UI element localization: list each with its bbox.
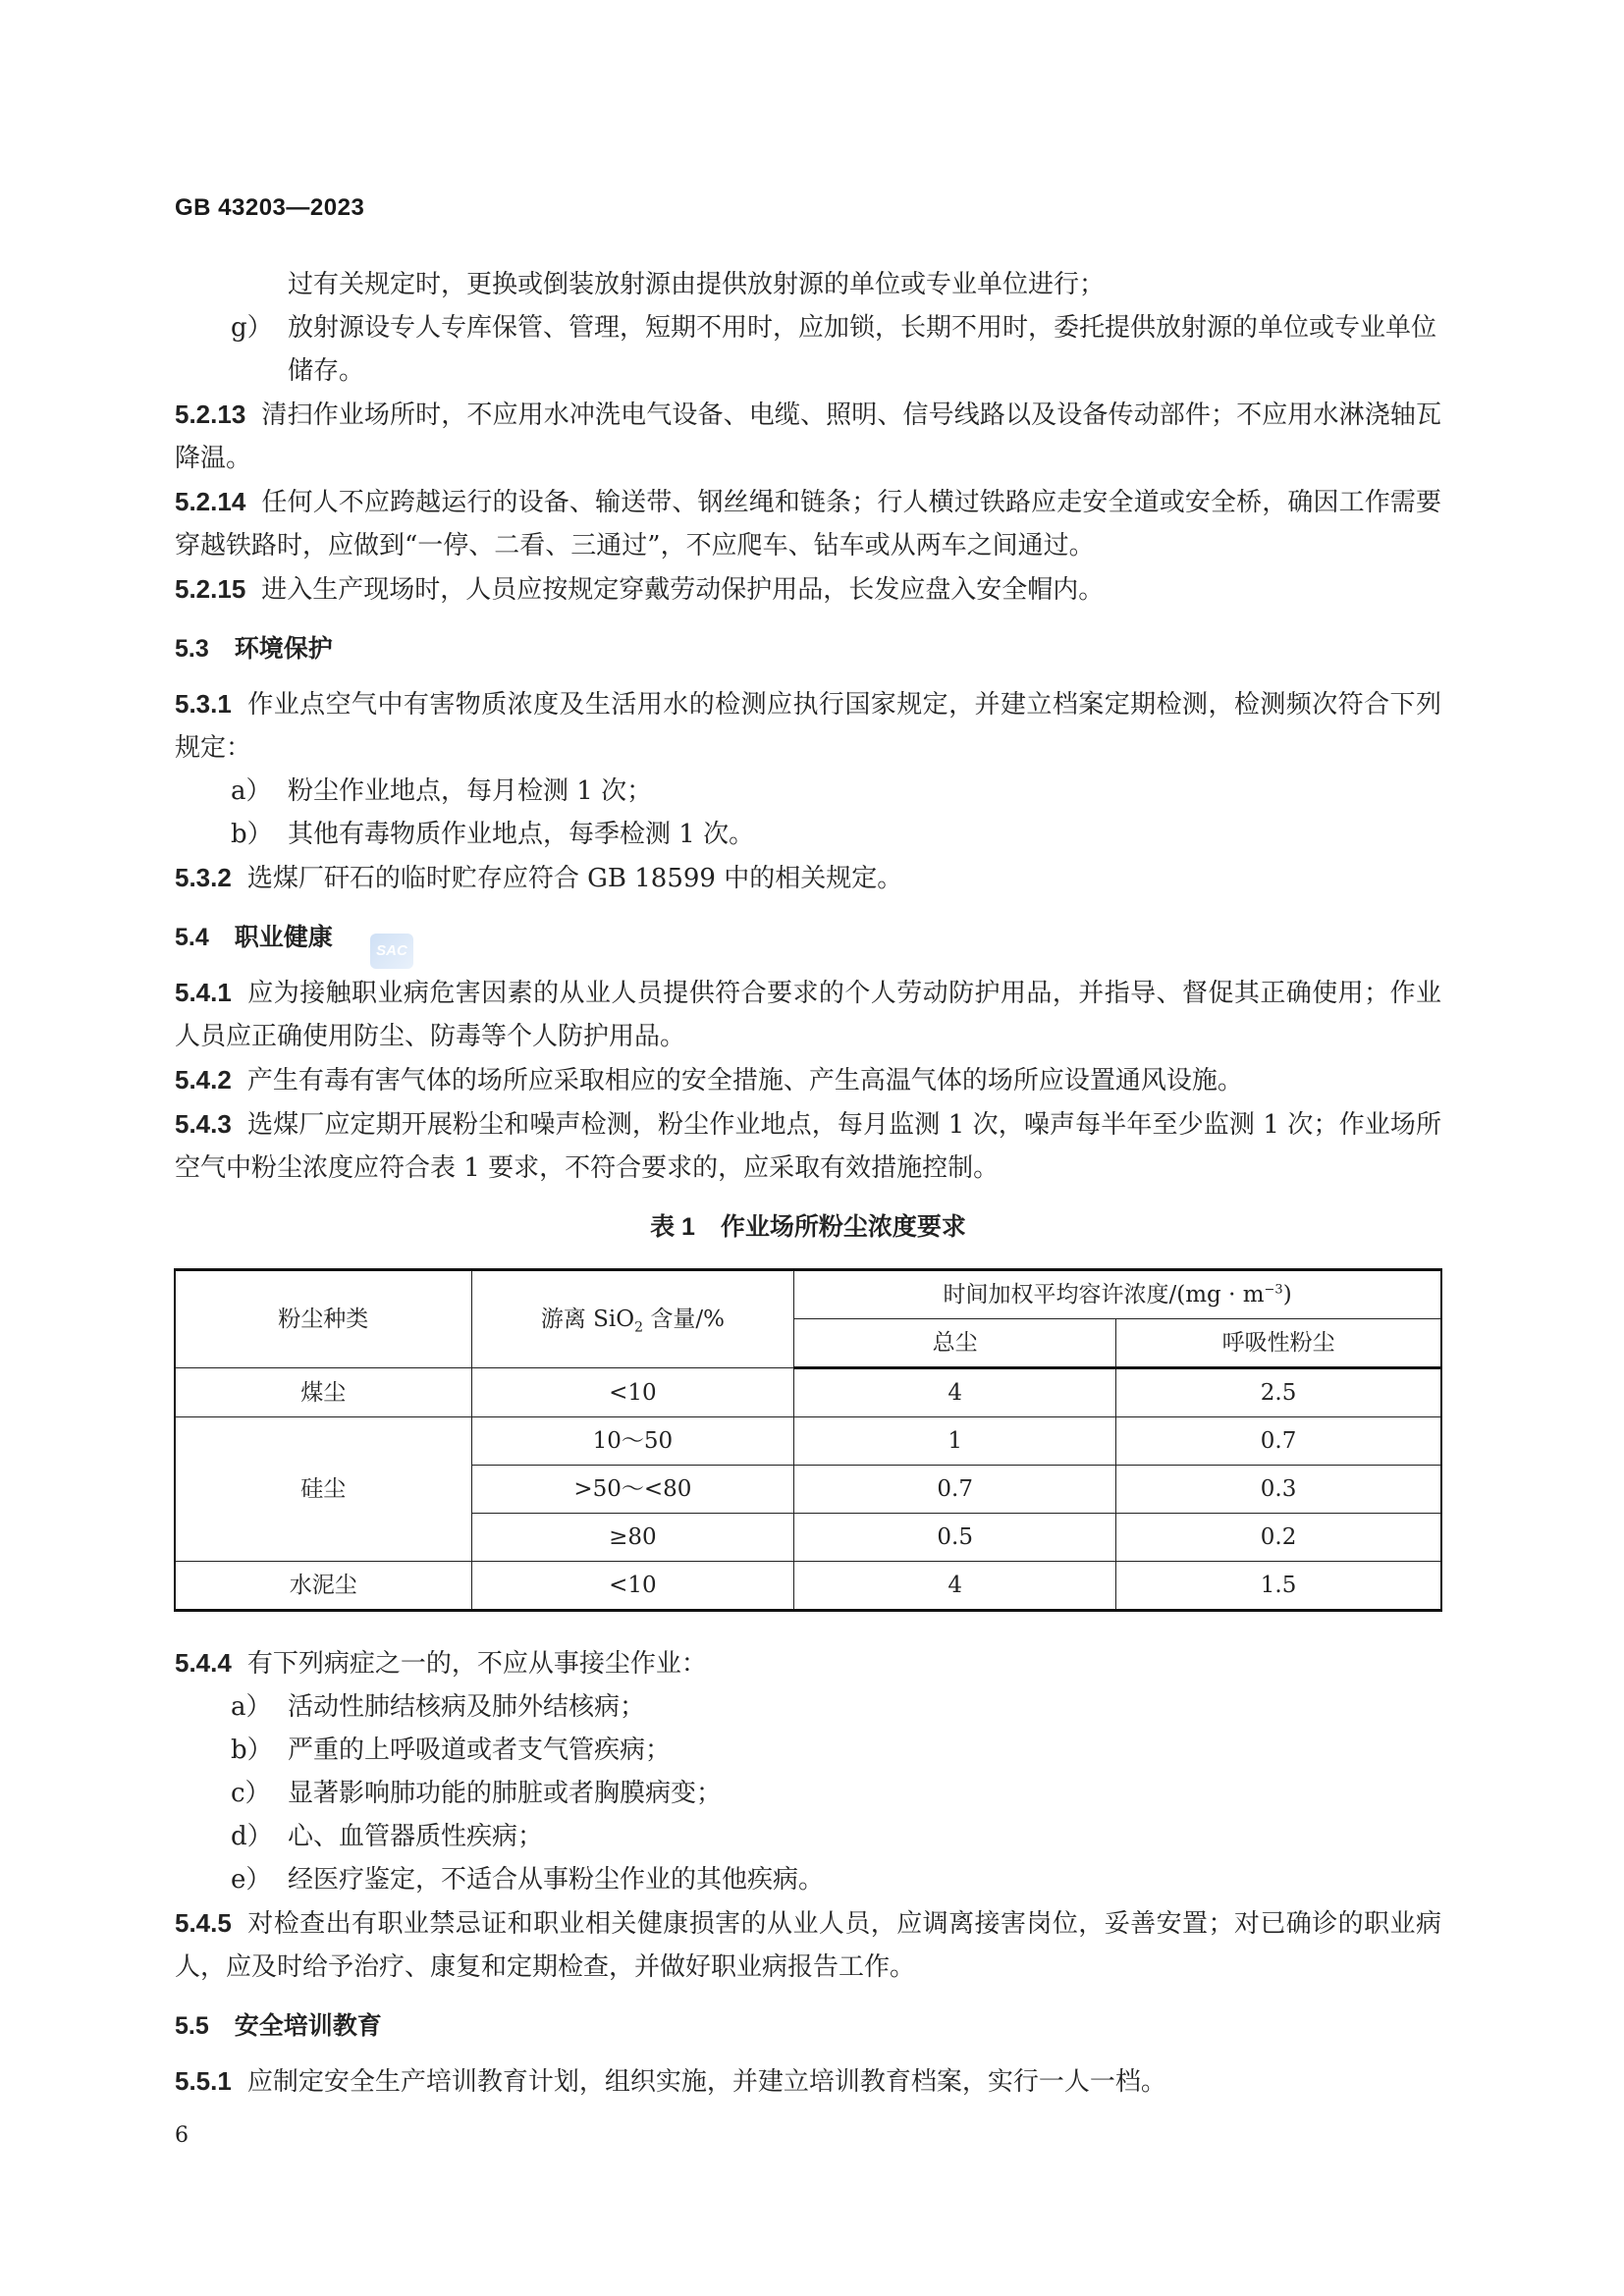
section-number: 5.3 — [175, 635, 209, 663]
cell-total: 0.5 — [794, 1514, 1116, 1562]
cell-sio2: >50～<80 — [471, 1466, 794, 1514]
document-code: GB 43203—2023 — [175, 194, 365, 221]
table-title: 作业场所粉尘浓度要求 — [720, 1213, 966, 1241]
list-text: 其他有毒物质作业地点，每季检测 1 次。 — [288, 820, 755, 849]
list-label: e） — [231, 1865, 272, 1895]
header-twa-superscript: −3 — [1264, 1282, 1283, 1298]
list-item — [175, 813, 1441, 856]
header-sio2-prefix: 游离 SiO — [540, 1307, 635, 1332]
header-twa-concentration — [794, 1270, 1441, 1319]
cell-total: 1 — [794, 1417, 1116, 1466]
cell-sio2: 10～50 — [471, 1417, 794, 1466]
list-item-g — [175, 306, 1441, 393]
clause-5-3-2 — [175, 856, 1441, 900]
list-text: 经医疗鉴定，不适合从事粉尘作业的其他疾病。 — [288, 1865, 825, 1895]
list-label: b） — [231, 1735, 273, 1765]
cell-sio2: <10 — [471, 1368, 794, 1417]
clause-number: 5.2.13 — [175, 400, 246, 429]
clause-number: 5.3.1 — [175, 689, 232, 719]
clause-text: 产生有毒有害气体的场所应采取相应的安全措施、产生高温气体的场所应设置通风设施。 — [246, 1066, 1243, 1095]
clause-number: 5.4.4 — [175, 1648, 232, 1678]
clause-text: 有下列病症之一的，不应从事接尘作业： — [246, 1649, 707, 1679]
cell-total: 0.7 — [794, 1466, 1116, 1514]
section-heading-5-5 — [175, 2006, 1441, 2046]
section-number: 5.5 — [175, 2012, 209, 2040]
cell-dust-type: 硅尘 — [175, 1417, 471, 1562]
section-title: 安全培训教育 — [234, 2012, 382, 2040]
table-row — [175, 1417, 1441, 1466]
clause-text: 选煤厂矸石的临时贮存应符合 GB 18599 中的相关规定。 — [246, 864, 903, 893]
list-text: 显著影响肺功能的肺脏或者胸膜病变； — [288, 1779, 723, 1808]
list-label: d） — [231, 1822, 273, 1851]
clause-5-4-4 — [175, 1641, 1441, 1685]
clause-number: 5.4.2 — [175, 1065, 232, 1095]
clause-5-2-13 — [175, 393, 1441, 480]
list-item — [175, 770, 1441, 813]
cell-dust-type: 煤尘 — [175, 1368, 471, 1417]
cell-respirable: 2.5 — [1116, 1368, 1441, 1417]
sac-watermark-logo: SAC — [370, 934, 413, 969]
header-twa-suffix: ) — [1282, 1282, 1292, 1308]
list-label: a） — [231, 1692, 272, 1722]
header-respirable-dust: 呼吸性粉尘 — [1116, 1319, 1441, 1368]
clause-5-2-14 — [175, 480, 1441, 567]
header-total-dust: 总尘 — [794, 1319, 1116, 1368]
table-label: 表 1 — [650, 1213, 695, 1241]
header-sio2-subscript: 2 — [634, 1319, 644, 1336]
clause-number: 5.5.1 — [175, 2066, 232, 2096]
cell-sio2: ≥80 — [471, 1514, 794, 1562]
list-label: g） — [231, 313, 273, 343]
clause-number: 5.2.14 — [175, 487, 246, 516]
clause-5-3-1 — [175, 682, 1441, 770]
cell-respirable: 0.7 — [1116, 1417, 1441, 1466]
clause-text: 对检查出有职业禁忌证和职业相关健康损害的从业人员，应调离接害岗位，妥善安置；对已确诊的职业病人，应及时给予治疗、康复和定期检查，并做好职业病报告工作。 — [175, 1909, 1441, 1982]
clause-5-4-2 — [175, 1058, 1441, 1102]
list-item — [175, 1729, 1441, 1772]
clause-5-5-1 — [175, 2059, 1441, 2104]
clause-text: 作业点空气中有害物质浓度及生活用水的检测应执行国家规定，并建立档案定期检测，检测频次符合下列规定： — [175, 690, 1441, 763]
clause-text: 清扫作业场所时，不应用水冲洗电气设备、电缆、照明、信号线路以及设备传动部件；不应用水淋浇轴瓦降温。 — [175, 400, 1441, 473]
cell-respirable: 0.2 — [1116, 1514, 1441, 1562]
list-text: 心、血管器质性疾病； — [288, 1822, 544, 1851]
table-row — [175, 1368, 1441, 1417]
section-heading-5-4 — [175, 918, 1441, 957]
list-item — [175, 1685, 1441, 1729]
list-item — [175, 1772, 1441, 1815]
cell-respirable: 1.5 — [1116, 1562, 1441, 1611]
clause-number: 5.2.15 — [175, 574, 246, 604]
header-twa-prefix: 时间加权平均容许浓度/(mg · m — [943, 1282, 1265, 1308]
clause-text: 选煤厂应定期开展粉尘和噪声检测，粉尘作业地点，每月监测 1 次，噪声每半年至少监测 1 次；作业场所空气中粉尘浓度应符合表 1 要求，不符合要求的，应采取有效措施控制。 — [175, 1110, 1441, 1183]
clause-5-2-15 — [175, 567, 1441, 612]
table-header-row — [175, 1270, 1441, 1319]
list-text: 严重的上呼吸道或者支气管疾病； — [288, 1735, 672, 1765]
clause-5-4-5 — [175, 1901, 1441, 1989]
list-text: 粉尘作业地点，每月检测 1 次； — [288, 776, 653, 806]
cell-dust-type: 水泥尘 — [175, 1562, 471, 1611]
list-item-continuation: 过有关规定时，更换或倒装放射源由提供放射源的单位或专业单位进行； — [288, 270, 1106, 299]
clause-number: 5.3.2 — [175, 863, 232, 892]
list-label: c） — [231, 1779, 271, 1808]
section-title: 环境保护 — [234, 635, 333, 663]
clause-text: 应为接触职业病危害因素的从业人员提供符合要求的个人劳动防护用品，并指导、督促其正确使用；作业人员应正确使用防尘、防毒等个人防护用品。 — [175, 979, 1441, 1051]
header-dust-type: 粉尘种类 — [175, 1270, 471, 1368]
clause-number: 5.4.3 — [175, 1109, 232, 1139]
section-number: 5.4 — [175, 924, 209, 951]
page-body — [175, 263, 1441, 2151]
clause-number: 5.4.1 — [175, 978, 232, 1007]
cell-sio2: <10 — [471, 1562, 794, 1611]
cell-total: 4 — [794, 1368, 1116, 1417]
table-row — [175, 1562, 1441, 1611]
cell-total: 4 — [794, 1562, 1116, 1611]
dust-concentration-table — [174, 1268, 1442, 1612]
clause-text: 应制定安全生产培训教育计划，组织实施，并建立培训教育档案，实行一人一档。 — [246, 2067, 1166, 2097]
clause-number: 5.4.5 — [175, 1908, 232, 1938]
list-label: a） — [231, 776, 272, 806]
cell-respirable: 0.3 — [1116, 1466, 1441, 1514]
list-item — [175, 1858, 1441, 1901]
clause-5-4-3 — [175, 1102, 1441, 1190]
clause-text: 进入生产现场时，人员应按规定穿戴劳动保护用品，长发应盘入安全帽内。 — [261, 575, 1105, 605]
list-text: 活动性肺结核病及肺外结核病； — [288, 1692, 646, 1722]
page-number: 6 — [175, 2123, 189, 2148]
section-title: 职业健康 — [234, 924, 333, 951]
list-item — [175, 1815, 1441, 1858]
header-sio2-content — [471, 1270, 794, 1368]
clause-text: 任何人不应跨越运行的设备、输送带、钢丝绳和链条；行人横过铁路应走安全道或安全桥，确因工作需要穿越铁路时，应做到“一停、二看、三通过”，不应爬车、钻车或从两车之间通过。 — [175, 488, 1441, 561]
table-caption — [175, 1205, 1441, 1249]
list-label: b） — [231, 820, 273, 849]
section-heading-5-3 — [175, 629, 1441, 668]
clause-5-4-1 — [175, 971, 1441, 1058]
header-sio2-suffix: 含量/% — [643, 1307, 725, 1332]
list-text: 放射源设专人专库保管、管理，短期不用时，应加锁，长期不用时，委托提供放射源的单位或专业单位储存。 — [288, 313, 1437, 386]
